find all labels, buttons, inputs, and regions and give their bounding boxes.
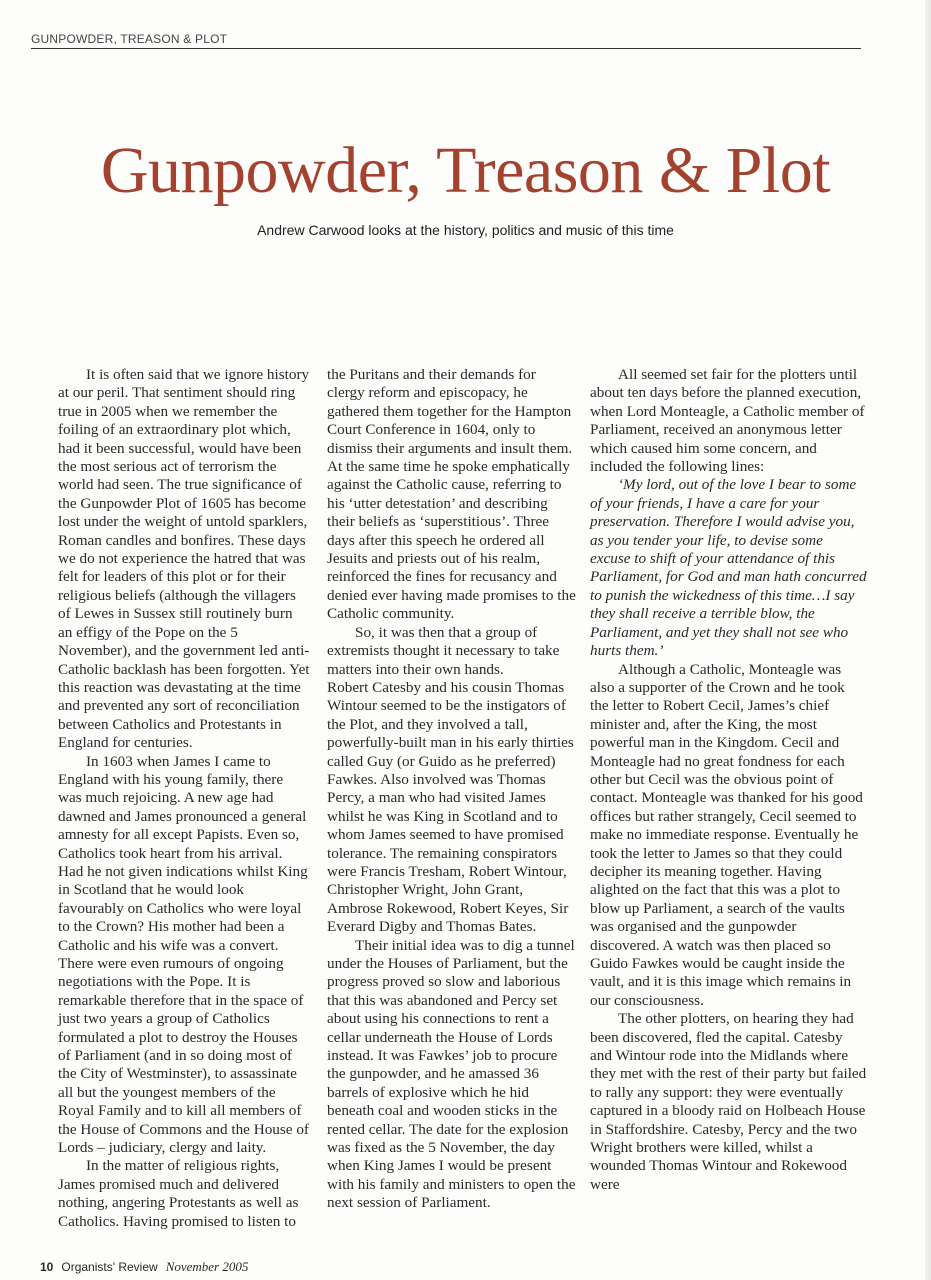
paragraph: In 1603 when James I came to England with his young family, there was much rejoicing. A new age had dawned and James pronounced a general amnesty for all except Papists. Even so, Catholics took heart from his arrival. Had he not given indications whilst King in Scotland that he would look favourably on Catholics who were loyal to the Crown? His mother had been a Catholic and his wife was a convert. There were even rumours of ongoing negotiations with the Pope. It is remarkable therefore that in the space of just two years a group of Catholics formulated a plot to destroy the Houses of Parliament (and in so doing most of the City of Westminster), to assassinate all but the youngest members of the Royal Family and to kill all members of the House of Commons and the House of Lords – judiciary, clergy and laity. [58, 752, 309, 1157]
header-rule [31, 48, 861, 49]
paragraph: All seemed set fair for the plotters until about ten days before the planned execution, when Lord Monteagle, a Catholic member of Parliament, received an anonymous letter which caused him some concern, and included the following lines: [590, 366, 865, 476]
letter-quote: ‘My lord, out of the love I bear to some of your friends, I have a care for your preservation. Therefore I would advise you, as you tender your life, to devise some excuse to shift of your attendance of this Parliament, for God and man hath concurred to punish the wickedness of this time…I say they shall receive a terrible blow, the Parliament, and yet they shall not see who hurts them.’ [590, 476, 867, 660]
running-head: GUNPOWDER, TREASON & PLOT [31, 32, 228, 46]
article-subtitle: Andrew Carwood looks at the history, politics and music of this time [257, 222, 674, 238]
paragraph: Their initial idea was to dig a tunnel under the Houses of Parliament, but the progress proved so slow and laborious that this was abandoned and Percy set about using his connections to rent a cellar underneath the House of Lords instead. It was Fawkes’ job to procure the gunpowder, and he amassed 36 barrels of explosive which he hid beneath coal and wooden sticks in the rented cellar. The date for the explosion was fixed as the 5 November, the day when King James I would be present with his family and ministers to open the next session of Parliament. [327, 936, 576, 1212]
page-footer [40, 1260, 248, 1274]
paragraph: Robert Catesby and his cousin Thomas Wintour seemed to be the instigators of the Plot, and they involved a tall, powerfully-built man in his early thirties called Guy (or Guido as he preferred) Fawkes. Also involved was Thomas Percy, a man who had visited James whilst he was King in Scotland and to whom James seemed to have promised tolerance. The remaining conspirators were Francis Tresham, Robert Wintour, Christopher Wright, John Grant, Ambrose Rokewood, Robert Keyes, Sir Everard Digby and Thomas Bates. [327, 678, 574, 936]
text-column-3 [590, 366, 867, 1194]
paragraph: In the matter of religious rights, James promised much and delivered nothing, angering Protestants as well as Catholics. Having promised to listen to [58, 1157, 299, 1230]
article-title: Gunpowder, Treason & Plot [100, 134, 831, 207]
paragraph: Although a Catholic, Monteagle was also a supporter of the Crown and he took the letter to Robert Cecil, James’s chief minister and, after the King, the most powerful man in the Kingdom. Cecil and Monteagle had no great fondness for each other but Cecil was the obvious point of contact. Monteagle was thanked for his good offices but rather strangely, Cecil seemed to make no immediate response. Eventually he took the letter to James so that they could decipher its meaning together. Having alighted on the fact that this was a plot to blow up Parliament, a search of the vaults was organised and the gunpowder discovered. A watch was then placed so Guido Fawkes would be caught inside the vault, and it is this image which remains in our consciousness. [590, 660, 863, 1009]
text-column-2 [327, 366, 577, 1213]
scan-edge [925, 0, 931, 1280]
paragraph: the Puritans and their demands for clergy reform and episcopacy, he gathered them together for the Hampton Court Conference in 1604, only to dismiss their arguments and insult them. At the same time he spoke emphatically against the Catholic cause, referring to his ‘utter detestation’ and describing their beliefs as ‘superstitious’. Three days after this speech he ordered all Jesuits and priests out of his realm, reinforced the fines for recusancy and denied ever having made promises to the Catholic community. [327, 366, 576, 623]
paragraph: It is often said that we ignore history at our peril. That sentiment should ring true in 2005 when we remember the foiling of an extraordinary plot which, had it been successful, would have been the most serious act of terrorism the world had seen. The true significance of the Gunpowder Plot of 1605 has become lost under the weight of untold sparklers, Roman candles and bonfires. These days we do not experience the hatred that was felt for leaders of this plot or for their religious beliefs (although the villagers of Lewes in Sussex still routinely burn an effigy of the Pope on the 5 November), and the government led anti-Catholic backlash has been forgotten. Yet this reaction was devastating at the time and prevented any sort of reconciliation between Catholics and Protestants in England for centuries. [58, 366, 310, 752]
text-column-1 [58, 366, 310, 1231]
paragraph: The other plotters, on hearing they had been discovered, fled the capital. Catesby and Wintour rode into the Midlands where they met with the rest of their party but failed to rally any support: they were eventually captured in a bloody raid on Holbeach House in Staffordshire. Catesby, Percy and the two Wright brothers were killed, whilst a wounded Thomas Wintour and Rokewood were [590, 1010, 867, 1193]
issue-date: November 2005 [165, 1259, 249, 1274]
magazine-name: Organists' Review [61, 1260, 158, 1274]
paragraph: So, it was then that a group of extremists thought it necessary to take matters into their own hands. [327, 623, 560, 678]
page-number: 10 [40, 1260, 54, 1274]
